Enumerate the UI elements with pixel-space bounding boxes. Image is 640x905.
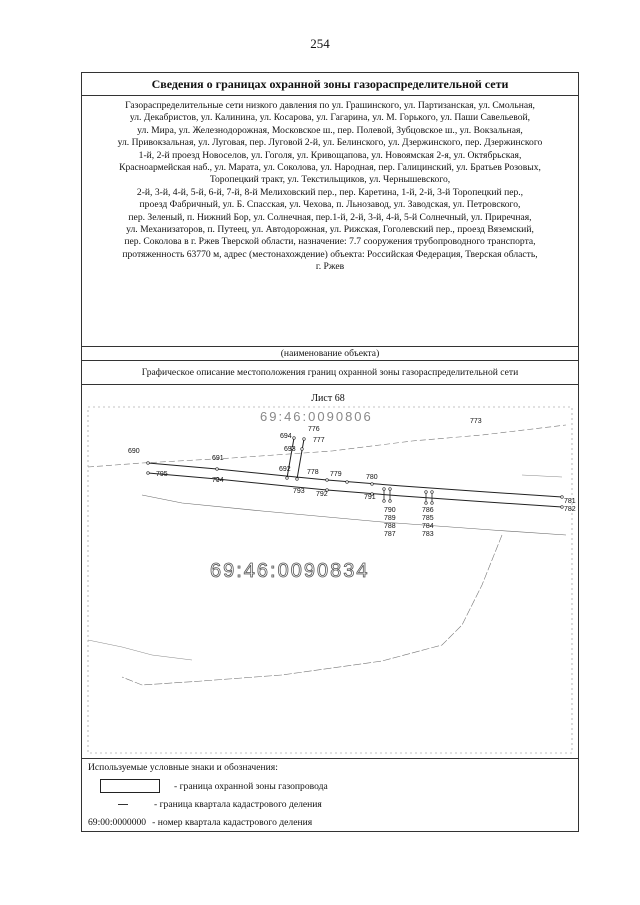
object-caption: (наименование объекта) <box>82 347 578 361</box>
description-line: г. Ржев <box>315 261 345 273</box>
legend-item-zone <box>88 779 328 793</box>
protection-zone-boundary <box>297 439 304 479</box>
point-label: 693 <box>284 446 296 453</box>
point-label: 776 <box>308 426 320 433</box>
description-line: Торопецкий тракт, ул. Текстильщиков, ул. Чернышевского, <box>209 174 451 186</box>
map-svg <box>82 385 578 758</box>
description-line: Газораспределительные сети низкого давления по ул. Грашинского, ул. Партизанская, ул. Смольная, <box>125 100 535 111</box>
description-line: Красноармейская наб., ул. Марата, ул. Соколова, ул. Народная, пер. Галицинский, ул. Братьев Розовых, <box>119 162 541 174</box>
quarter-boundary-line <box>88 425 566 467</box>
sheet-label: Лист 68 <box>311 393 345 404</box>
top-cadastral-number: 69:46:0090806 <box>260 409 373 424</box>
vertex-markers <box>147 437 564 509</box>
point-label: 784 <box>422 523 434 530</box>
description-line: пер. Соколова в г. Ржев Тверской области, назначение: 7.7 сооружения трубопроводного транспорта, <box>124 236 536 248</box>
description-line: 2-й, 3-й, 4-й, 5-й, 6-й, 7-й, 8-й Мелиховский пер., пер. Каретина, 1-й, 2-й, 3-й Торопецкий пер., <box>136 186 524 198</box>
section-title: Сведения о границах охранной зоны газораспределительной сети <box>82 73 578 96</box>
point-label: 786 <box>422 507 434 514</box>
protection-zone-boundary <box>148 473 562 507</box>
object-description <box>82 96 578 347</box>
description-line: проезд Фабричный, ул. Б. Спасская, ул. Чехова, п. Льнозавод, ул. Заводская, ул. Петровского, <box>139 199 521 211</box>
point-label: 777 <box>313 437 325 444</box>
description-line: ул. Декабристов, ул. Калинина, ул. Косарова, ул. Гагарина, ул. М. Горького, ул. Паши Савельевой, <box>129 112 531 124</box>
quarter-boundary-line <box>122 535 502 685</box>
point-label: 791 <box>364 494 376 501</box>
point-label: 790 <box>384 507 396 514</box>
legend-text: - граница квартала кадастрового деления <box>154 799 322 810</box>
legend <box>82 759 578 833</box>
quarter-line-symbol <box>118 804 128 805</box>
point-label: 694 <box>280 433 292 440</box>
point-label: 690 <box>128 448 140 455</box>
point-label: 793 <box>293 488 305 495</box>
legend-title: Используемые условные знаки и обозначения: <box>88 762 278 773</box>
point-label: 691 <box>212 455 224 462</box>
point-label: 795 <box>156 471 168 478</box>
graphic-description-title: Графическое описание местоположения границ охранной зоны газораспределительной сети <box>82 361 578 385</box>
legend-item-quarter <box>88 799 322 810</box>
description-line: 1-й, 2-й проезд Новоселов, ул. Гоголя, ул. Кривощапова, ул. Новоямская 2-я, ул. Октябрьская, <box>138 149 522 161</box>
description-line: пер. Зеленый, п. Нижний Бор, ул. Солнечная, пер.1-й, 2-й, 3-й, 4-й, 5-й Солнечный, ул. Приречная, <box>128 211 532 223</box>
description-line: ул. Мира, ул. Железнодорожная, Московское ш., пер. Полевой, Зубцовское ш., ул. Вокзальная, <box>137 124 523 136</box>
point-label: 781 <box>564 498 576 505</box>
point-label: 778 <box>307 469 319 476</box>
point-label: 783 <box>422 531 434 538</box>
map-drawing <box>82 385 578 759</box>
point-label: 692 <box>279 466 291 473</box>
legend-text: - граница охранной зоны газопровода <box>174 780 328 792</box>
description-line: протяженность 63770 м, адрес (местонахождение) объекта: Российская Федерация, Тверская область, <box>122 248 538 260</box>
point-label: 780 <box>366 474 378 481</box>
point-label: 788 <box>384 523 396 530</box>
description-line: ул. Механизаторов, п. Путеец, ул. Автодорожная, ул. Рижская, Гоголевский пер., проезд Вяземский, <box>126 224 534 236</box>
quarter-boundary-line <box>88 640 192 660</box>
quarter-boundary-line <box>522 475 562 477</box>
cadastral-number: 69:46:0090834 <box>210 560 370 582</box>
legend-symbol-number: 69:00:0000000 <box>88 817 147 828</box>
point-label: 779 <box>330 471 342 478</box>
point-label: 773 <box>470 418 482 425</box>
document-frame <box>81 72 579 832</box>
page-number: 254 <box>310 36 330 51</box>
legend-text: - номер квартала кадастрового деления <box>152 817 313 828</box>
point-label: 789 <box>384 515 396 522</box>
point-label: 792 <box>316 491 328 498</box>
zone-box-symbol <box>100 779 160 793</box>
point-label: 794 <box>212 477 224 484</box>
legend-item-number <box>88 817 312 828</box>
point-label: 787 <box>384 531 396 538</box>
quarter-boundary-line <box>142 495 566 535</box>
description-line: ул. Привокзальная, ул. Луговая, пер. Луговой 2-й, ул. Белинского, ул. Дзержинского, пер. Дзержинского <box>117 137 543 149</box>
point-label: 785 <box>422 515 434 522</box>
point-label: 782 <box>564 506 576 513</box>
